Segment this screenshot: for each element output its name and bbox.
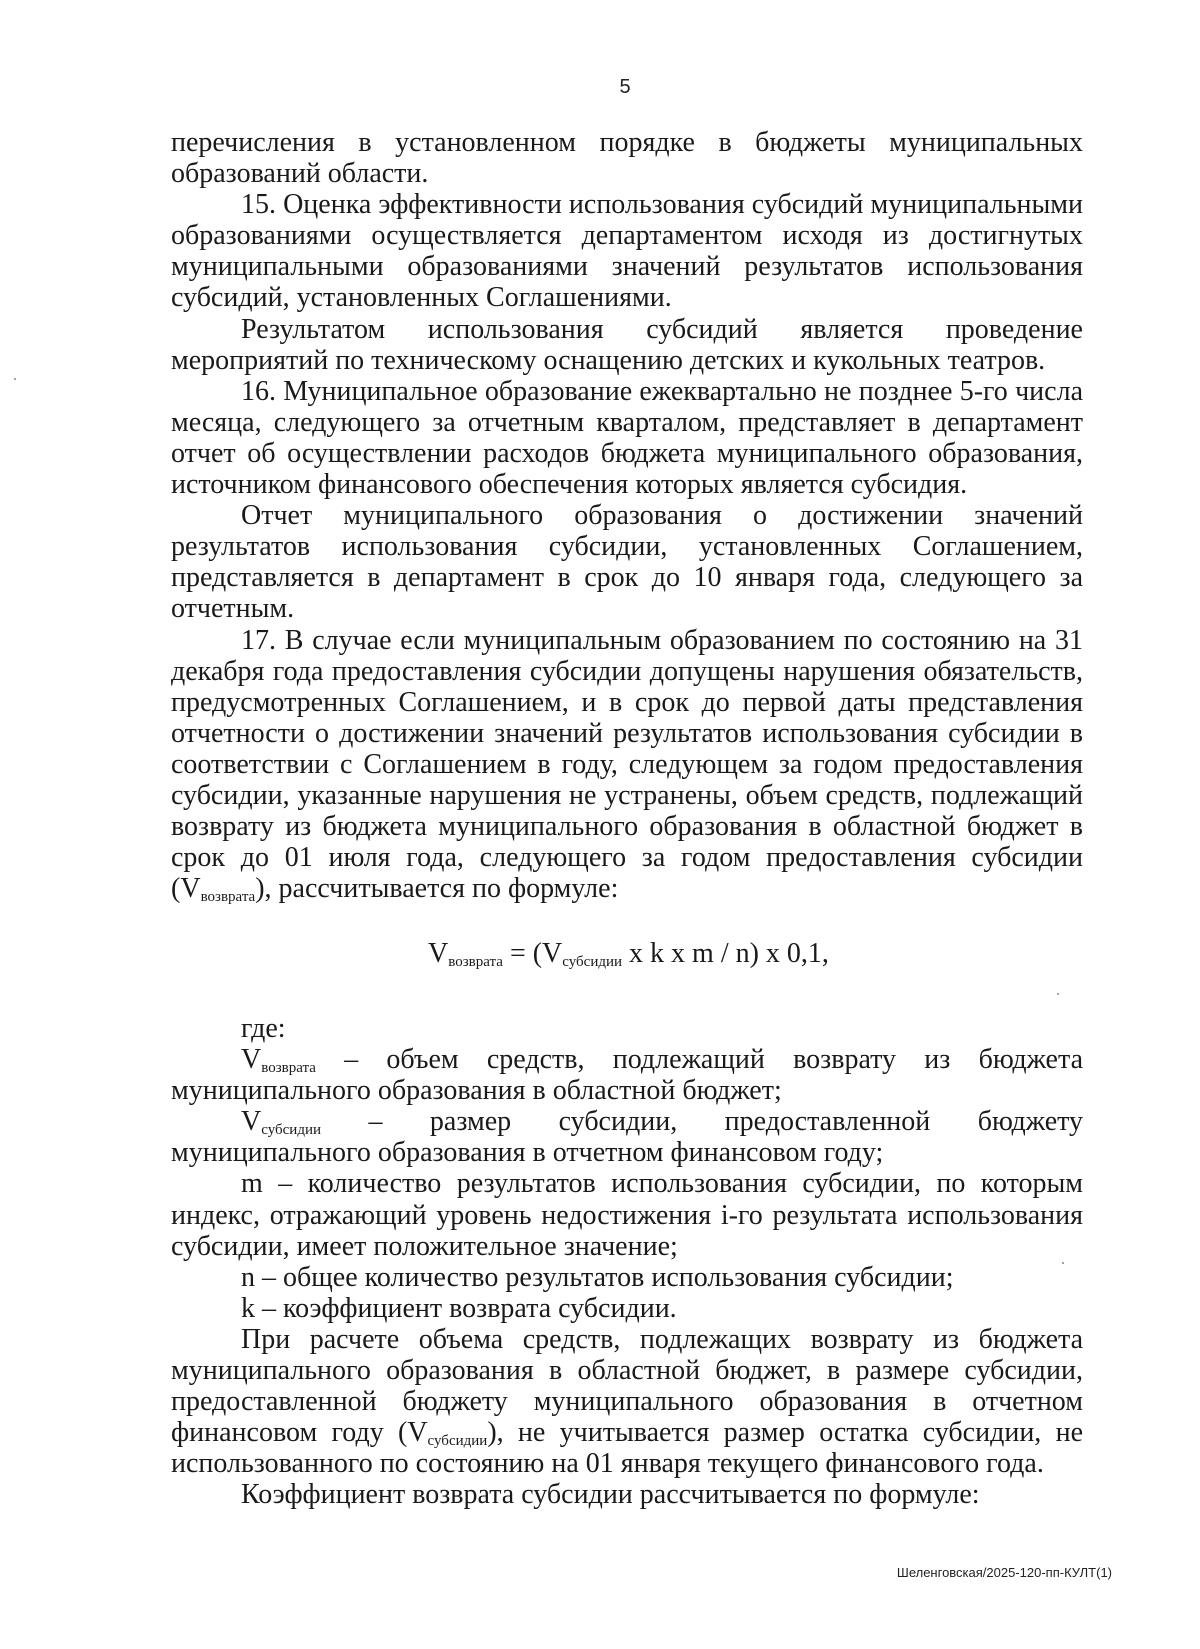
note-text-before: При расчете объема средств, подлежащих возврату из бюджета муниципального образования в областной бюджет, в размере субсидии, предоставленной бюджету муниципального образования в отчетном финансовом году (V (171, 1323, 1083, 1449)
def-text: – количество результатов использования субсидии, по которым индекс, отражающий уровень недостижения i-го результата использования субсидии, имеет положительное значение; (171, 1168, 1083, 1262)
paragraph-17-v: V (180, 873, 201, 905)
definition-v-return (171, 1044, 1083, 1106)
paragraph-note (171, 1324, 1083, 1479)
paragraph-report: Отчет муниципального образования о достижении значений результатов использования субсидии, установленных Соглашением, представляется в департамент в срок до 10 января года, следующего за отчетным. (171, 500, 1083, 625)
def-text: – размер субсидии, предоставленной бюджету муниципального образования в отчетном финансовом году; (171, 1106, 1083, 1169)
paragraph-17-tail: ), рассчитывается по формуле: (255, 873, 619, 905)
document-body (171, 127, 1083, 904)
def-symbol: V (241, 1106, 262, 1138)
def-symbol: V (241, 1044, 262, 1076)
def-sub: возврата (261, 1060, 316, 1077)
def-symbol: k (241, 1292, 255, 1324)
formula-sub-subsidy: субсидии (562, 954, 623, 970)
def-text: – общее количество результатов использования субсидии; (255, 1261, 954, 1293)
definition-k (171, 1293, 1083, 1324)
def-symbol: m (241, 1168, 263, 1200)
formula-eq: = (V (502, 938, 563, 969)
def-text: – коэффициент возврата субсидии. (255, 1292, 677, 1324)
paragraph-continuation: перечисления в установленном порядке в бюджеты муниципальных образований области. (171, 127, 1083, 190)
paragraph-17-sub: возврата (200, 889, 256, 906)
def-sub: субсидии (261, 1122, 321, 1139)
formula-sub-return: возврата (448, 954, 503, 970)
def-text: – объем средств, подлежащий возврату из бюджета муниципального образования в областной бюджет; (171, 1044, 1083, 1107)
where-label: где: (241, 1013, 286, 1044)
scan-speck (1057, 993, 1059, 995)
scan-speck (14, 378, 16, 380)
document-code: Шеленговская/2025-120-пп-КУЛТ(1) (896, 1565, 1112, 1580)
definition-v-subsidy (171, 1106, 1083, 1168)
formula-rest: x k x m / n) x 0,1, (622, 938, 829, 969)
paragraph-coefficient: Коэффициент возврата субсидии рассчитывается по формуле: (241, 1479, 980, 1511)
paragraph-16: 16. Муниципальное образование ежеквартально не позднее 5-го числа месяца, следующего за отчетным кварталом, представляет в департамент отчет об осуществлении расходов бюджета муниципального образования, источником финансового обеспечения которых является субсидия. (171, 375, 1083, 501)
note-sub: субсидии (427, 1433, 488, 1450)
formula-return-volume (0, 938, 1200, 970)
definition-n (171, 1262, 1083, 1293)
page-number: 5 (619, 76, 631, 98)
paragraph-15: 15. Оценка эффективности использования субсидий муниципальными образованиями осуществляется департаментом исходя из достигнутых муниципальными образованиями значений результатов использования субсидий, установленных Соглашениями. (171, 189, 1083, 314)
formula-v: V (428, 938, 449, 969)
note-text-after: ), не учитывается размер остатка субсидии, не использованного по состоянию на 01 января текущего финансового года. (171, 1417, 1084, 1480)
definition-m (171, 1168, 1083, 1261)
paragraph-result: Результатом использования субсидий является проведение мероприятий по техническому оснащению детских и кукольных театров. (171, 313, 1083, 376)
definitions-block (171, 1013, 1083, 1511)
def-symbol: n (241, 1261, 255, 1293)
paragraph-17-text: 17. В случае если муниципальным образованием по состоянию на 31 декабря года предоставления субсидии допущены нарушения обязательств, предусмотренных Соглашением, и в срок до первой даты представления отчетности о достижении значений результатов использования субсидии в соответствии с Соглашением в году, следующем за годом предоставления субсидии, указанные нарушения не устранены, объем средств, подлежащий возврату из бюджета муниципального образования в областной бюджет в срок до 01 июля года, следующего за годом предоставления субсидии ( (171, 624, 1083, 905)
scan-speck (1062, 1262, 1064, 1264)
paragraph-17 (171, 625, 1083, 905)
